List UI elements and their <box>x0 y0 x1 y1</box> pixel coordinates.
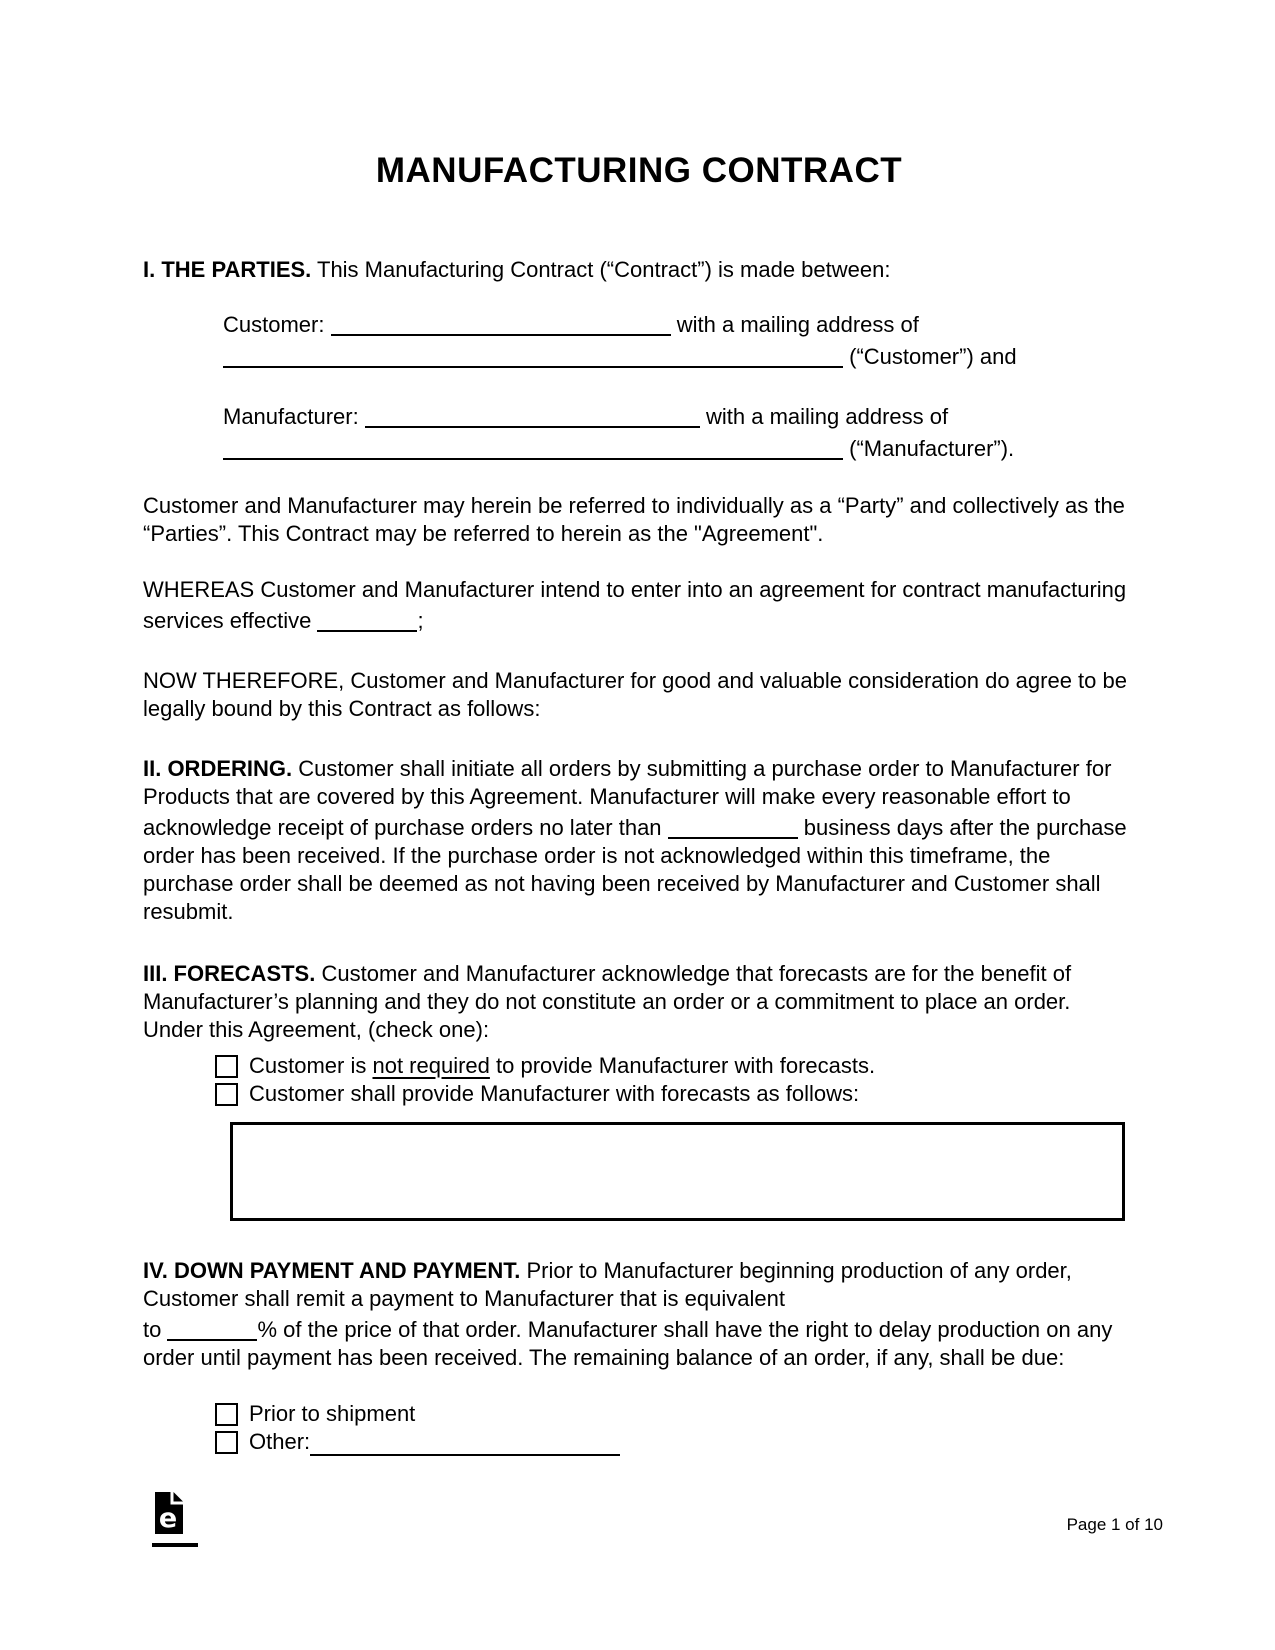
ordering-body-before: Customer shall initiate all orders by submitting a purchase order to Manufacturer for Products that are covered by this Agreement. Manufacturer will make every reasonable effort to acknowledge receipt of purchase orders no later than <box>143 756 1112 840</box>
forecast-option-shall-provide-label: Customer shall provide Manufacturer with forecasts as follows: <box>249 1081 860 1106</box>
effective-date-blank[interactable] <box>317 608 417 632</box>
customer-line2-suffix: (“Customer”) and <box>849 344 1017 369</box>
section-parties-heading: I. THE PARTIES. <box>143 257 312 282</box>
manufacturer-line1-suffix: with a mailing address of <box>705 404 949 429</box>
payment-line2-prefix: to <box>143 1317 162 1342</box>
customer-line1-suffix: with a mailing address of <box>676 312 919 337</box>
not-required-underlined-text: not required <box>372 1053 490 1078</box>
now-therefore-paragraph: NOW THEREFORE, Customer and Manufacturer for good and valuable consideration do agree to be legally bound by this Contract as follows: <box>143 668 1127 721</box>
customer-block <box>223 308 1135 372</box>
payment-option-other-label: Other: <box>249 1429 311 1454</box>
section-payment <box>143 1257 1135 1372</box>
customer-address-blank[interactable] <box>223 344 843 368</box>
payment-option-other <box>215 1428 1135 1456</box>
manufacturer-name-blank[interactable] <box>365 404 700 428</box>
forecast-option-shall-provide <box>215 1080 1135 1108</box>
document-title: MANUFACTURING CONTRACT <box>375 151 903 190</box>
section-parties-intro: This Manufacturing Contract (“Contract”) is made between: <box>317 257 891 282</box>
customer-label: Customer: <box>223 312 325 337</box>
forecast-option-not-required-label: Customer is not required to provide Manufacturer with forecasts. <box>249 1053 876 1078</box>
payment-percent-blank[interactable] <box>167 1317 257 1341</box>
ordering-body-after: business days after the purchase order has been received. If the purchase order is not acknowledged within this timeframe, the purchase order shall be deemed as not having been received by Manufacturer and Customer shall resubmit. <box>143 815 1127 924</box>
referral-paragraph: Customer and Manufacturer may herein be referred to individually as a “Party” and collectively as the “Parties”. This Contract may be referred to herein as the "Agreement". <box>143 493 1125 546</box>
page-number: Page 1 of 10 <box>1066 1515 1163 1534</box>
manufacturer-line2-suffix: (“Manufacturer”). <box>849 436 1015 461</box>
section-parties <box>143 256 1135 284</box>
section-payment-heading: IV. DOWN PAYMENT AND PAYMENT. <box>143 1258 521 1283</box>
forecast-details-box[interactable] <box>230 1122 1125 1221</box>
eforms-logo <box>155 1492 203 1547</box>
manufacturer-label: Manufacturer: <box>223 404 359 429</box>
payment-other-blank[interactable] <box>310 1432 620 1456</box>
payment-option-prior-label: Prior to shipment <box>249 1401 416 1426</box>
forecasts-body: Customer and Manufacturer acknowledge that forecasts are for the benefit of Manufacturer’s planning and they do not constitute an order or a commitment to place an order. Under this Agreement, (check one): <box>143 961 1072 1042</box>
logo-underline <box>152 1543 198 1547</box>
forecast-option-not-required <box>215 1052 1135 1080</box>
document-with-folded-corner-icon <box>155 1492 183 1534</box>
whereas-paragraph <box>143 576 1135 635</box>
payment-option-other-checkbox[interactable] <box>215 1431 238 1454</box>
manufacturer-block <box>223 400 1135 464</box>
whereas-suffix: ; <box>417 608 424 633</box>
section-forecasts-heading: III. FORECASTS. <box>143 961 316 986</box>
payment-body-after: % of the price of that order. Manufacturer shall have the right to delay production on any order until payment has been received. The remaining balance of an order, if any, shall be due: <box>143 1317 1113 1370</box>
whereas-text: WHEREAS Customer and Manufacturer intend to enter into an agreement for contract manufacturing services effective <box>143 577 1127 633</box>
section-ordering-heading: II. ORDERING. <box>143 756 293 781</box>
section-ordering <box>143 755 1135 926</box>
payment-option-prior-to-shipment <box>215 1400 1135 1428</box>
ordering-days-blank[interactable] <box>668 815 798 839</box>
customer-name-blank[interactable] <box>331 312 671 336</box>
page-footer <box>143 1492 1163 1547</box>
forecast-option-shall-provide-checkbox[interactable] <box>215 1083 238 1106</box>
section-forecasts <box>143 960 1135 1044</box>
payment-body-line1: Prior to Manufacturer beginning production of any order, Customer shall remit a payment to Manufacturer that is equivalent <box>143 1258 1072 1311</box>
logo-letter: e <box>158 1503 178 1534</box>
manufacturer-address-blank[interactable] <box>223 436 843 460</box>
forecast-option-not-required-checkbox[interactable] <box>215 1055 238 1078</box>
payment-option-prior-checkbox[interactable] <box>215 1403 238 1426</box>
